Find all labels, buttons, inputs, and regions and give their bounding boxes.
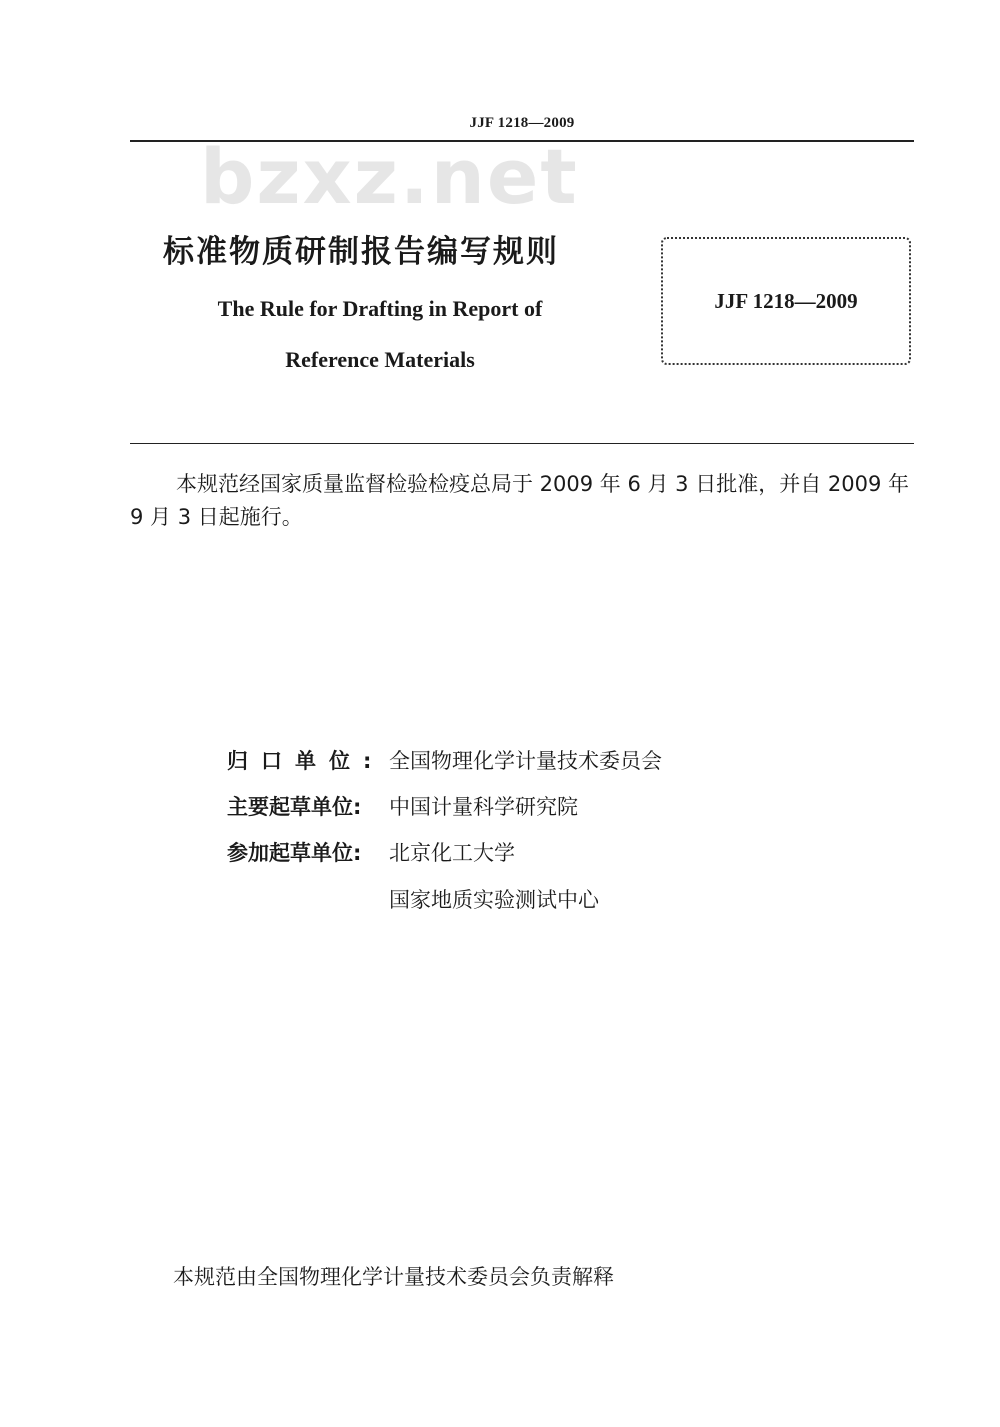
approval-statement: 本规范经国家质量监督检验检疫总局于 2009 年 6 月 3 日批准，并自 2009 年 9 月 3 日起施行。	[130, 472, 910, 529]
main-drafter-value: 中国计量科学研究院	[389, 795, 578, 819]
footer-note: 本规范由全国物理化学计量技术委员会负责解释	[173, 1265, 614, 1289]
org-row-participants	[227, 837, 515, 867]
standard-code-box	[661, 237, 911, 365]
section-rule	[130, 443, 914, 444]
title-chinese: 标准物质研制报告编写规则	[163, 234, 559, 270]
responsible-unit-label: 归口单位:	[227, 749, 385, 773]
header-standard-code: JJF 1218—2009	[469, 115, 575, 131]
participant-2: 国家地质实验测试中心	[389, 888, 599, 912]
title-english-line1: The Rule for Drafting in Report of	[217, 296, 543, 321]
org-row-participant-2	[227, 884, 599, 914]
responsible-unit-value: 全国物理化学计量技术委员会	[389, 749, 662, 773]
main-drafter-label: 主要起草单位:	[227, 795, 362, 819]
standard-code: JJF 1218—2009	[714, 288, 858, 313]
org-row-responsible	[227, 745, 662, 775]
participants-label: 参加起草单位:	[227, 841, 362, 865]
title-english-line2: Reference Materials	[285, 347, 475, 372]
watermark: bzxz.net	[200, 132, 579, 221]
participant-1: 北京化工大学	[389, 841, 515, 865]
org-row-main-drafter	[227, 791, 578, 821]
